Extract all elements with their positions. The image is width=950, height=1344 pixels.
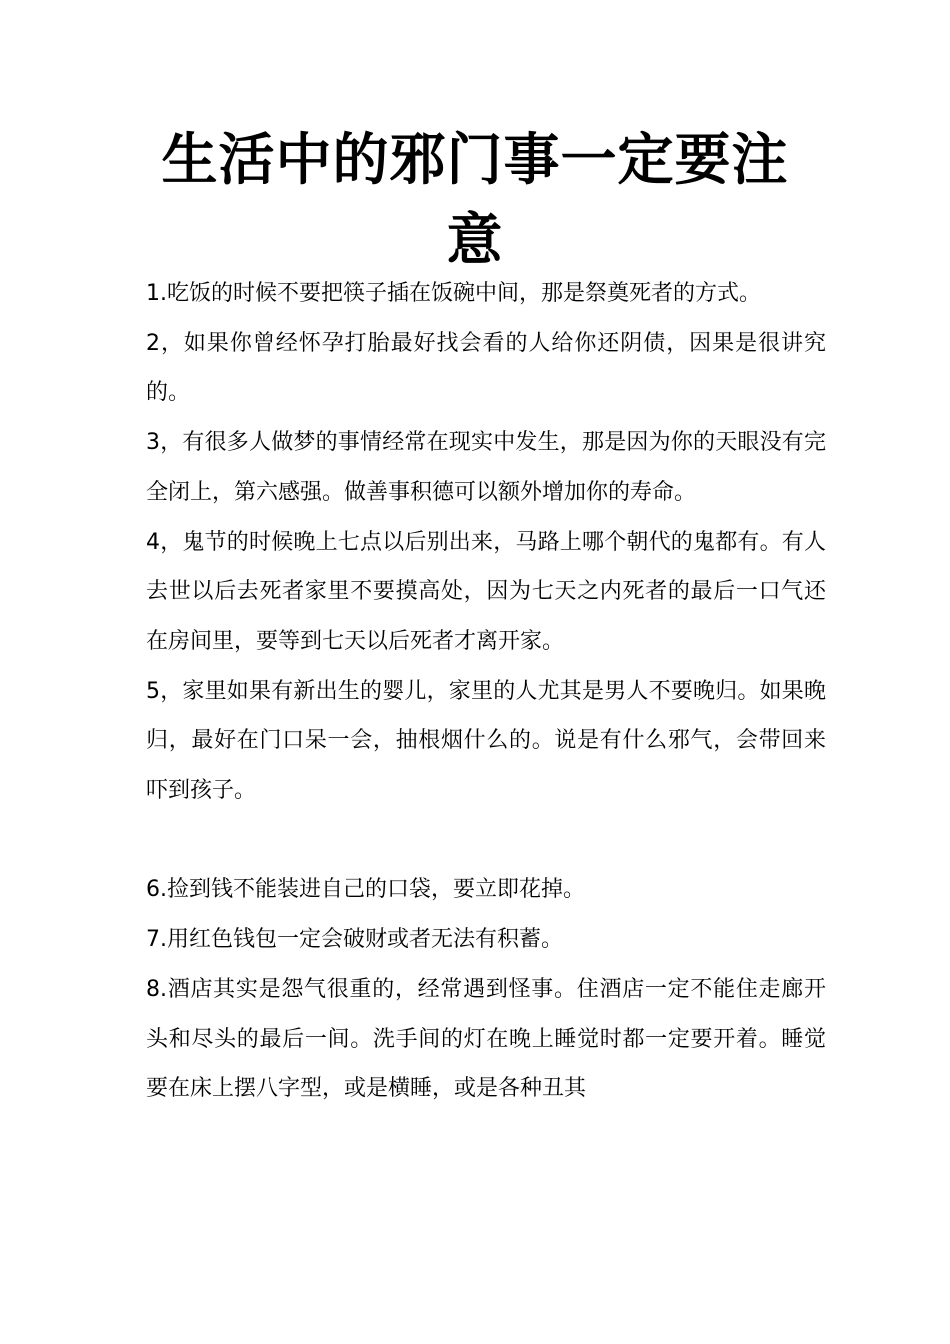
paragraph-4: 4，鬼节的时候晚上七点以后别出来，马路上哪个朝代的鬼都有。有人去世以后去死者家里不要摸高处，因为七天之内死者的最后一口气还在房间里，要等到七天以后死者才离开家。 [146, 529, 826, 654]
paragraph-7: 7.用红色钱包一定会破财或者无法有积蓄。 [146, 927, 563, 953]
paragraph-1: 1.吃饭的时候不要把筷子插在饭碗中间，那是祭奠死者的方式。 [146, 281, 761, 306]
document-body [146, 269, 826, 1114]
paragraph-6: 6.捡到钱不能装进自己的口袋，要立即花掉。 [146, 877, 585, 903]
paragraph-2: 2，如果你曾经怀孕打胎最好找会看的人给你还阴债，因果是很讲究的。 [146, 330, 826, 406]
document-title: 生活中的邪门事一定要注意 [161, 127, 789, 273]
blank-line [146, 816, 826, 866]
paragraph-3: 3，有很多人做梦的事情经常在现实中发生，那是因为你的天眼没有完全闭上，第六感强。做善事积德可以额外增加你的寿命。 [146, 430, 826, 505]
paragraph-5: 5，家里如果有新出生的婴儿，家里的人尤其是男人不要晚归。如果晚归，最好在门口呆一会，抽根烟什么的。说是有什么邪气，会带回来吓到孩子。 [146, 678, 826, 804]
paragraph-8: 8.酒店其实是怨气很重的，经常遇到怪事。住酒店一定不能住走廊开头和尽头的最后一间。洗手间的灯在晚上睡觉时都一定要开着。睡觉要在床上摆八字型，或是横睡，或是各种丑其 [146, 976, 826, 1102]
